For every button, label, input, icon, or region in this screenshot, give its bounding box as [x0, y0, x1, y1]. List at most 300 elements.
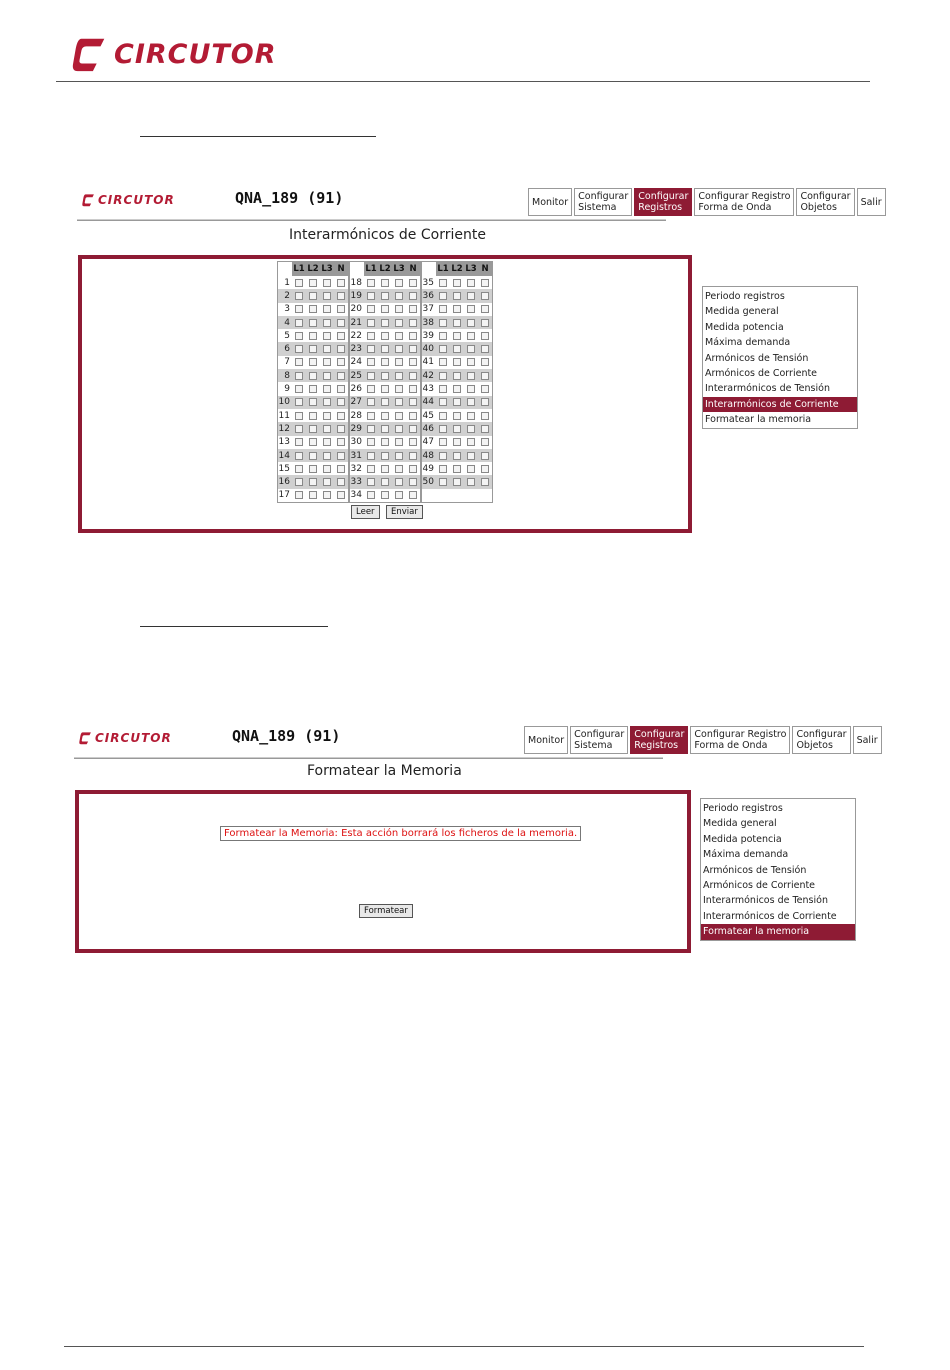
harmonic-number: 37 — [422, 304, 434, 315]
grid-row — [422, 436, 492, 449]
phase-checkbox[interactable] — [450, 332, 464, 340]
phase-checkbox[interactable] — [436, 478, 450, 486]
phase-checkbox[interactable] — [392, 491, 406, 499]
phase-checkbox[interactable] — [478, 292, 492, 300]
phase-checkbox[interactable] — [292, 292, 306, 300]
phase-checkbox[interactable] — [392, 438, 406, 446]
phase-checkbox[interactable] — [406, 491, 420, 499]
menu-item[interactable]: Medida potencia — [703, 833, 782, 845]
grid-header — [422, 262, 492, 276]
phase-checkbox[interactable] — [450, 279, 464, 287]
phase-checkbox[interactable] — [478, 305, 492, 313]
phase-checkbox[interactable] — [478, 452, 492, 460]
phase-checkbox[interactable] — [320, 398, 334, 406]
phase-checkbox[interactable] — [292, 478, 306, 486]
menu-item[interactable]: Medida potencia — [705, 321, 784, 333]
circutor-logo-text: CIRCUTOR — [114, 38, 277, 70]
phase-checkbox[interactable] — [464, 425, 478, 433]
nav-tab[interactable] — [528, 188, 572, 216]
phase-checkbox[interactable] — [292, 452, 306, 460]
phase-checkbox[interactable] — [406, 345, 420, 353]
phase-checkbox[interactable] — [464, 319, 478, 327]
phase-checkbox[interactable] — [392, 465, 406, 473]
phase-checkbox[interactable] — [392, 279, 406, 287]
main-nav — [528, 188, 888, 216]
phase-checkbox[interactable] — [406, 305, 420, 313]
phase-checkbox[interactable] — [306, 358, 320, 366]
app-logo-text: CIRCUTOR — [98, 193, 175, 207]
phase-checkbox[interactable] — [478, 398, 492, 406]
harmonic-number: 13 — [278, 437, 290, 448]
device-title: QNA_189 (91) — [232, 727, 341, 745]
phase-checkbox[interactable] — [450, 438, 464, 446]
tab-label: Monitor — [528, 734, 565, 746]
phase-checkbox[interactable] — [406, 332, 420, 340]
phase-checkbox[interactable] — [392, 385, 406, 393]
phase-checkbox[interactable] — [364, 385, 378, 393]
phase-checkbox[interactable] — [392, 372, 406, 380]
menu-item[interactable]: Interarmónicos de Corriente — [703, 397, 857, 412]
phase-checkbox[interactable] — [478, 438, 492, 446]
phase-checkbox[interactable] — [306, 385, 320, 393]
circutor-logo — [72, 34, 277, 74]
phase-checkbox[interactable] — [306, 452, 320, 460]
harmonic-number: 18 — [350, 277, 362, 288]
phase-checkbox[interactable] — [334, 385, 348, 393]
harmonic-number: 28 — [350, 410, 362, 421]
phase-checkbox[interactable] — [392, 452, 406, 460]
phase-checkbox[interactable] — [450, 358, 464, 366]
phase-checkbox[interactable] — [378, 345, 392, 353]
phase-checkbox[interactable] — [464, 478, 478, 486]
phase-checkbox[interactable] — [450, 305, 464, 313]
phase-checkbox[interactable] — [292, 345, 306, 353]
phase-checkbox[interactable] — [450, 398, 464, 406]
phase-checkbox[interactable] — [364, 305, 378, 313]
phase-checkbox[interactable] — [392, 358, 406, 366]
phase-checkbox[interactable] — [306, 345, 320, 353]
phase-checkbox[interactable] — [306, 305, 320, 313]
harmonic-number: 4 — [284, 317, 290, 328]
nav-tab[interactable] — [792, 726, 850, 754]
phase-checkbox[interactable] — [364, 478, 378, 486]
phase-checkbox[interactable] — [436, 345, 450, 353]
phase-checkbox[interactable] — [378, 398, 392, 406]
phase-checkbox[interactable] — [436, 438, 450, 446]
phase-checkbox[interactable] — [392, 478, 406, 486]
menu-item[interactable]: Medida general — [705, 306, 779, 318]
phase-checkbox[interactable] — [464, 452, 478, 460]
menu-item[interactable]: Interarmónicos de Corriente — [703, 910, 837, 922]
phase-checkbox[interactable] — [292, 358, 306, 366]
send-button[interactable]: Enviar — [386, 505, 423, 519]
phase-checkbox[interactable] — [292, 385, 306, 393]
phase-checkbox[interactable] — [478, 465, 492, 473]
phase-checkbox[interactable] — [334, 465, 348, 473]
grid-header — [278, 262, 348, 276]
phase-checkbox[interactable] — [334, 305, 348, 313]
phase-checkbox[interactable] — [464, 305, 478, 313]
harmonic-number: 32 — [350, 463, 362, 474]
phase-checkbox[interactable] — [392, 319, 406, 327]
harmonic-number: 30 — [350, 437, 362, 448]
phase-checkbox[interactable] — [320, 345, 334, 353]
phase-checkbox[interactable] — [320, 385, 334, 393]
grid-row — [350, 422, 420, 435]
phase-checkbox[interactable] — [334, 452, 348, 460]
phase-checkbox[interactable] — [334, 279, 348, 287]
grid-row — [422, 449, 492, 462]
phase-checkbox[interactable] — [450, 425, 464, 433]
phase-checkbox[interactable] — [292, 438, 306, 446]
phase-checkbox[interactable] — [306, 491, 320, 499]
grid-row — [278, 422, 348, 435]
phase-checkbox[interactable] — [436, 319, 450, 327]
phase-checkbox[interactable] — [464, 385, 478, 393]
phase-checkbox[interactable] — [450, 478, 464, 486]
harmonic-number: 5 — [284, 330, 290, 341]
phase-checkbox[interactable] — [364, 279, 378, 287]
menu-item[interactable]: Interarmónicos de Tensión — [705, 383, 830, 395]
phase-checkbox[interactable] — [450, 452, 464, 460]
harmonic-number: 44 — [422, 397, 434, 408]
phase-checkbox[interactable] — [334, 372, 348, 380]
phase-checkbox[interactable] — [306, 412, 320, 420]
menu-item[interactable]: Máxima demanda — [705, 337, 791, 349]
phase-checkbox[interactable] — [364, 438, 378, 446]
phase-checkbox[interactable] — [364, 465, 378, 473]
phase-checkbox[interactable] — [320, 292, 334, 300]
phase-checkbox[interactable] — [464, 332, 478, 340]
phase-checkbox[interactable] — [478, 345, 492, 353]
phase-checkbox[interactable] — [436, 305, 450, 313]
grid-column — [421, 261, 493, 503]
phase-checkbox[interactable] — [378, 292, 392, 300]
phase-checkbox[interactable] — [306, 438, 320, 446]
menu-item[interactable]: Interarmónicos de Tensión — [703, 895, 828, 907]
harmonic-number: 19 — [350, 290, 362, 301]
phase-checkbox[interactable] — [464, 372, 478, 380]
phase-checkbox[interactable] — [292, 372, 306, 380]
phase-checkbox[interactable] — [406, 319, 420, 327]
harmonic-number: 31 — [350, 450, 362, 461]
circutor-logo-icon — [72, 35, 110, 73]
phase-checkbox[interactable] — [306, 332, 320, 340]
harmonic-number: 8 — [284, 370, 290, 381]
grid-row — [278, 356, 348, 369]
phase-checkbox[interactable] — [406, 279, 420, 287]
phase-checkbox[interactable] — [392, 345, 406, 353]
phase-checkbox[interactable] — [292, 319, 306, 327]
phase-checkbox[interactable] — [464, 345, 478, 353]
phase-checkbox[interactable] — [334, 319, 348, 327]
phase-checkbox[interactable] — [306, 372, 320, 380]
phase-checkbox[interactable] — [320, 332, 334, 340]
phase-checkbox[interactable] — [436, 452, 450, 460]
tab-label: Configurar — [634, 729, 685, 740]
phase-checkbox[interactable] — [450, 372, 464, 380]
phase-checkbox[interactable] — [436, 425, 450, 433]
phase-checkbox[interactable] — [392, 398, 406, 406]
phase-checkbox[interactable] — [478, 412, 492, 420]
phase-checkbox[interactable] — [406, 452, 420, 460]
grid-row — [350, 289, 420, 302]
menu-item[interactable]: Armónicos de Corriente — [705, 367, 818, 379]
tab-label: Configurar — [578, 191, 629, 202]
phase-checkbox[interactable] — [378, 478, 392, 486]
phase-checkbox[interactable] — [364, 292, 378, 300]
phase-checkbox[interactable] — [450, 385, 464, 393]
phase-checkbox[interactable] — [464, 292, 478, 300]
phase-checkbox[interactable] — [406, 425, 420, 433]
phase-checkbox[interactable] — [392, 412, 406, 420]
phase-checkbox[interactable] — [436, 372, 450, 380]
page-heading: Interarmónicos de Corriente — [289, 227, 486, 243]
phase-checkbox[interactable] — [406, 478, 420, 486]
phase-checkbox[interactable] — [392, 425, 406, 433]
format-button[interactable]: Formatear — [359, 904, 413, 918]
harmonic-number: 1 — [284, 277, 290, 288]
header-spacer — [278, 262, 292, 276]
phase-checkbox[interactable] — [334, 438, 348, 446]
phase-checkbox[interactable] — [478, 478, 492, 486]
phase-checkbox[interactable] — [364, 452, 378, 460]
phase-checkbox[interactable] — [378, 372, 392, 380]
nav-tab[interactable] — [857, 188, 886, 216]
phase-checkbox[interactable] — [320, 478, 334, 486]
nav-tab[interactable] — [690, 726, 790, 754]
phase-checkbox[interactable] — [436, 412, 450, 420]
phase-checkbox[interactable] — [436, 465, 450, 473]
menu-item[interactable]: Medida general — [703, 818, 777, 830]
harmonic-number: 33 — [350, 477, 362, 488]
grid-row — [350, 436, 420, 449]
menu-item[interactable]: Armónicos de Tensión — [703, 864, 807, 876]
harmonic-number: 50 — [422, 477, 434, 488]
phase-checkbox[interactable] — [292, 412, 306, 420]
phase-checkbox[interactable] — [364, 491, 378, 499]
nav-tab[interactable] — [574, 188, 632, 216]
harmonic-number: 16 — [278, 477, 290, 488]
phase-checkbox[interactable] — [320, 452, 334, 460]
phase-checkbox[interactable] — [392, 332, 406, 340]
phase-checkbox[interactable] — [320, 319, 334, 327]
harmonic-number: 22 — [350, 330, 362, 341]
phase-checkbox[interactable] — [334, 332, 348, 340]
grid-row — [422, 276, 492, 289]
phase-checkbox[interactable] — [292, 305, 306, 313]
phase-checkbox[interactable] — [378, 425, 392, 433]
phase-checkbox[interactable] — [478, 279, 492, 287]
phase-checkbox[interactable] — [292, 425, 306, 433]
phase-checkbox[interactable] — [406, 292, 420, 300]
harmonic-number: 34 — [350, 490, 362, 501]
phase-checkbox[interactable] — [334, 358, 348, 366]
tab-label: Monitor — [532, 196, 569, 208]
phase-checkbox[interactable] — [306, 292, 320, 300]
grid-header — [350, 262, 420, 276]
phase-checkbox[interactable] — [464, 412, 478, 420]
phase-checkbox[interactable] — [464, 465, 478, 473]
nav-tab[interactable] — [570, 726, 628, 754]
phase-checkbox[interactable] — [450, 465, 464, 473]
phase-checkbox[interactable] — [378, 452, 392, 460]
menu-item[interactable]: Armónicos de Corriente — [703, 879, 816, 891]
harmonic-number: 36 — [422, 290, 434, 301]
panel-rule — [77, 219, 666, 221]
phase-checkbox[interactable] — [436, 358, 450, 366]
phase-checkbox[interactable] — [306, 425, 320, 433]
phase-checkbox[interactable] — [306, 478, 320, 486]
interharmonic-grid — [277, 261, 493, 503]
tab-label: Salir — [856, 734, 878, 746]
nav-tab[interactable] — [694, 188, 794, 216]
phase-header: L1 — [365, 264, 377, 274]
grid-row — [278, 342, 348, 355]
phase-checkbox[interactable] — [306, 279, 320, 287]
phase-checkbox[interactable] — [378, 412, 392, 420]
phase-checkbox[interactable] — [436, 398, 450, 406]
phase-checkbox[interactable] — [450, 319, 464, 327]
phase-checkbox[interactable] — [378, 305, 392, 313]
phase-checkbox[interactable] — [378, 491, 392, 499]
phase-checkbox[interactable] — [292, 491, 306, 499]
harmonic-number: 23 — [350, 344, 362, 355]
grid-row — [278, 303, 348, 316]
phase-checkbox[interactable] — [320, 465, 334, 473]
nav-tab[interactable] — [853, 726, 882, 754]
phase-header: L3 — [321, 264, 333, 274]
phase-checkbox[interactable] — [334, 412, 348, 420]
phase-checkbox[interactable] — [436, 385, 450, 393]
menu-item[interactable]: Periodo registros — [705, 291, 785, 302]
nav-tab[interactable] — [630, 726, 688, 754]
phase-header: N — [334, 262, 348, 276]
phase-checkbox[interactable] — [406, 398, 420, 406]
phase-checkbox[interactable] — [406, 372, 420, 380]
phase-checkbox[interactable] — [320, 438, 334, 446]
nav-tab[interactable] — [634, 188, 692, 216]
phase-checkbox[interactable] — [378, 319, 392, 327]
phase-checkbox[interactable] — [378, 332, 392, 340]
harmonic-number: 49 — [422, 463, 434, 474]
phase-checkbox[interactable] — [464, 279, 478, 287]
page-heading: Formatear la Memoria — [307, 763, 462, 779]
phase-checkbox[interactable] — [364, 345, 378, 353]
phase-checkbox[interactable] — [378, 438, 392, 446]
phase-checkbox[interactable] — [478, 319, 492, 327]
nav-tab[interactable] — [796, 188, 854, 216]
phase-checkbox[interactable] — [378, 358, 392, 366]
phase-checkbox[interactable] — [306, 319, 320, 327]
phase-checkbox[interactable] — [334, 345, 348, 353]
phase-checkbox[interactable] — [292, 398, 306, 406]
phase-checkbox[interactable] — [364, 425, 378, 433]
phase-checkbox[interactable] — [364, 319, 378, 327]
phase-checkbox[interactable] — [364, 358, 378, 366]
harmonic-number: 47 — [422, 437, 434, 448]
header-spacer — [350, 262, 364, 276]
phase-checkbox[interactable] — [334, 478, 348, 486]
grid-row — [422, 382, 492, 395]
phase-checkbox[interactable] — [392, 305, 406, 313]
phase-checkbox[interactable] — [364, 332, 378, 340]
menu-item[interactable]: Formatear la memoria — [705, 414, 812, 426]
phase-checkbox[interactable] — [364, 412, 378, 420]
phase-checkbox[interactable] — [436, 292, 450, 300]
phase-checkbox[interactable] — [378, 279, 392, 287]
tab-label-line2: Forma de Onda — [694, 740, 768, 751]
phase-checkbox[interactable] — [478, 358, 492, 366]
harmonic-number: 41 — [422, 357, 434, 368]
phase-checkbox[interactable] — [364, 398, 378, 406]
phase-checkbox[interactable] — [292, 465, 306, 473]
phase-checkbox[interactable] — [306, 398, 320, 406]
phase-checkbox[interactable] — [320, 412, 334, 420]
phase-checkbox[interactable] — [450, 345, 464, 353]
app-logo-icon — [82, 193, 96, 207]
phase-checkbox[interactable] — [464, 438, 478, 446]
phase-checkbox[interactable] — [320, 491, 334, 499]
phase-checkbox[interactable] — [464, 398, 478, 406]
grid-row — [350, 449, 420, 462]
phase-checkbox[interactable] — [320, 372, 334, 380]
nav-tab[interactable] — [524, 726, 568, 754]
phase-checkbox[interactable] — [478, 425, 492, 433]
menu-item[interactable]: Formatear la memoria — [701, 924, 855, 939]
phase-checkbox[interactable] — [334, 292, 348, 300]
phase-checkbox[interactable] — [464, 358, 478, 366]
phase-checkbox[interactable] — [292, 279, 306, 287]
phase-checkbox[interactable] — [364, 372, 378, 380]
phase-checkbox[interactable] — [450, 292, 464, 300]
phase-checkbox[interactable] — [320, 358, 334, 366]
phase-checkbox[interactable] — [406, 465, 420, 473]
phase-checkbox[interactable] — [478, 332, 492, 340]
phase-checkbox[interactable] — [378, 465, 392, 473]
menu-item[interactable]: Armónicos de Tensión — [705, 352, 809, 364]
phase-checkbox[interactable] — [320, 305, 334, 313]
grid-row — [350, 475, 420, 488]
phase-checkbox[interactable] — [392, 292, 406, 300]
phase-checkbox[interactable] — [406, 412, 420, 420]
phase-checkbox[interactable] — [334, 398, 348, 406]
phase-checkbox[interactable] — [320, 425, 334, 433]
read-button[interactable]: Leer — [351, 505, 380, 519]
tab-label-line2: Objetos — [796, 740, 833, 751]
phase-checkbox[interactable] — [436, 279, 450, 287]
phase-checkbox[interactable] — [320, 279, 334, 287]
menu-item[interactable]: Máxima demanda — [703, 849, 789, 861]
phase-checkbox[interactable] — [478, 385, 492, 393]
phase-checkbox[interactable] — [406, 358, 420, 366]
phase-checkbox[interactable] — [334, 425, 348, 433]
phase-header: L1 — [293, 264, 305, 274]
menu-item[interactable]: Periodo registros — [703, 803, 783, 814]
phase-checkbox[interactable] — [306, 465, 320, 473]
phase-checkbox[interactable] — [292, 332, 306, 340]
phase-checkbox[interactable] — [406, 385, 420, 393]
phase-checkbox[interactable] — [378, 385, 392, 393]
phase-checkbox[interactable] — [334, 491, 348, 499]
phase-checkbox[interactable] — [436, 332, 450, 340]
grid-row — [350, 316, 420, 329]
phase-checkbox[interactable] — [478, 372, 492, 380]
harmonic-number: 43 — [422, 384, 434, 395]
phase-checkbox[interactable] — [406, 438, 420, 446]
phase-checkbox[interactable] — [450, 412, 464, 420]
harmonic-number: 26 — [350, 384, 362, 395]
